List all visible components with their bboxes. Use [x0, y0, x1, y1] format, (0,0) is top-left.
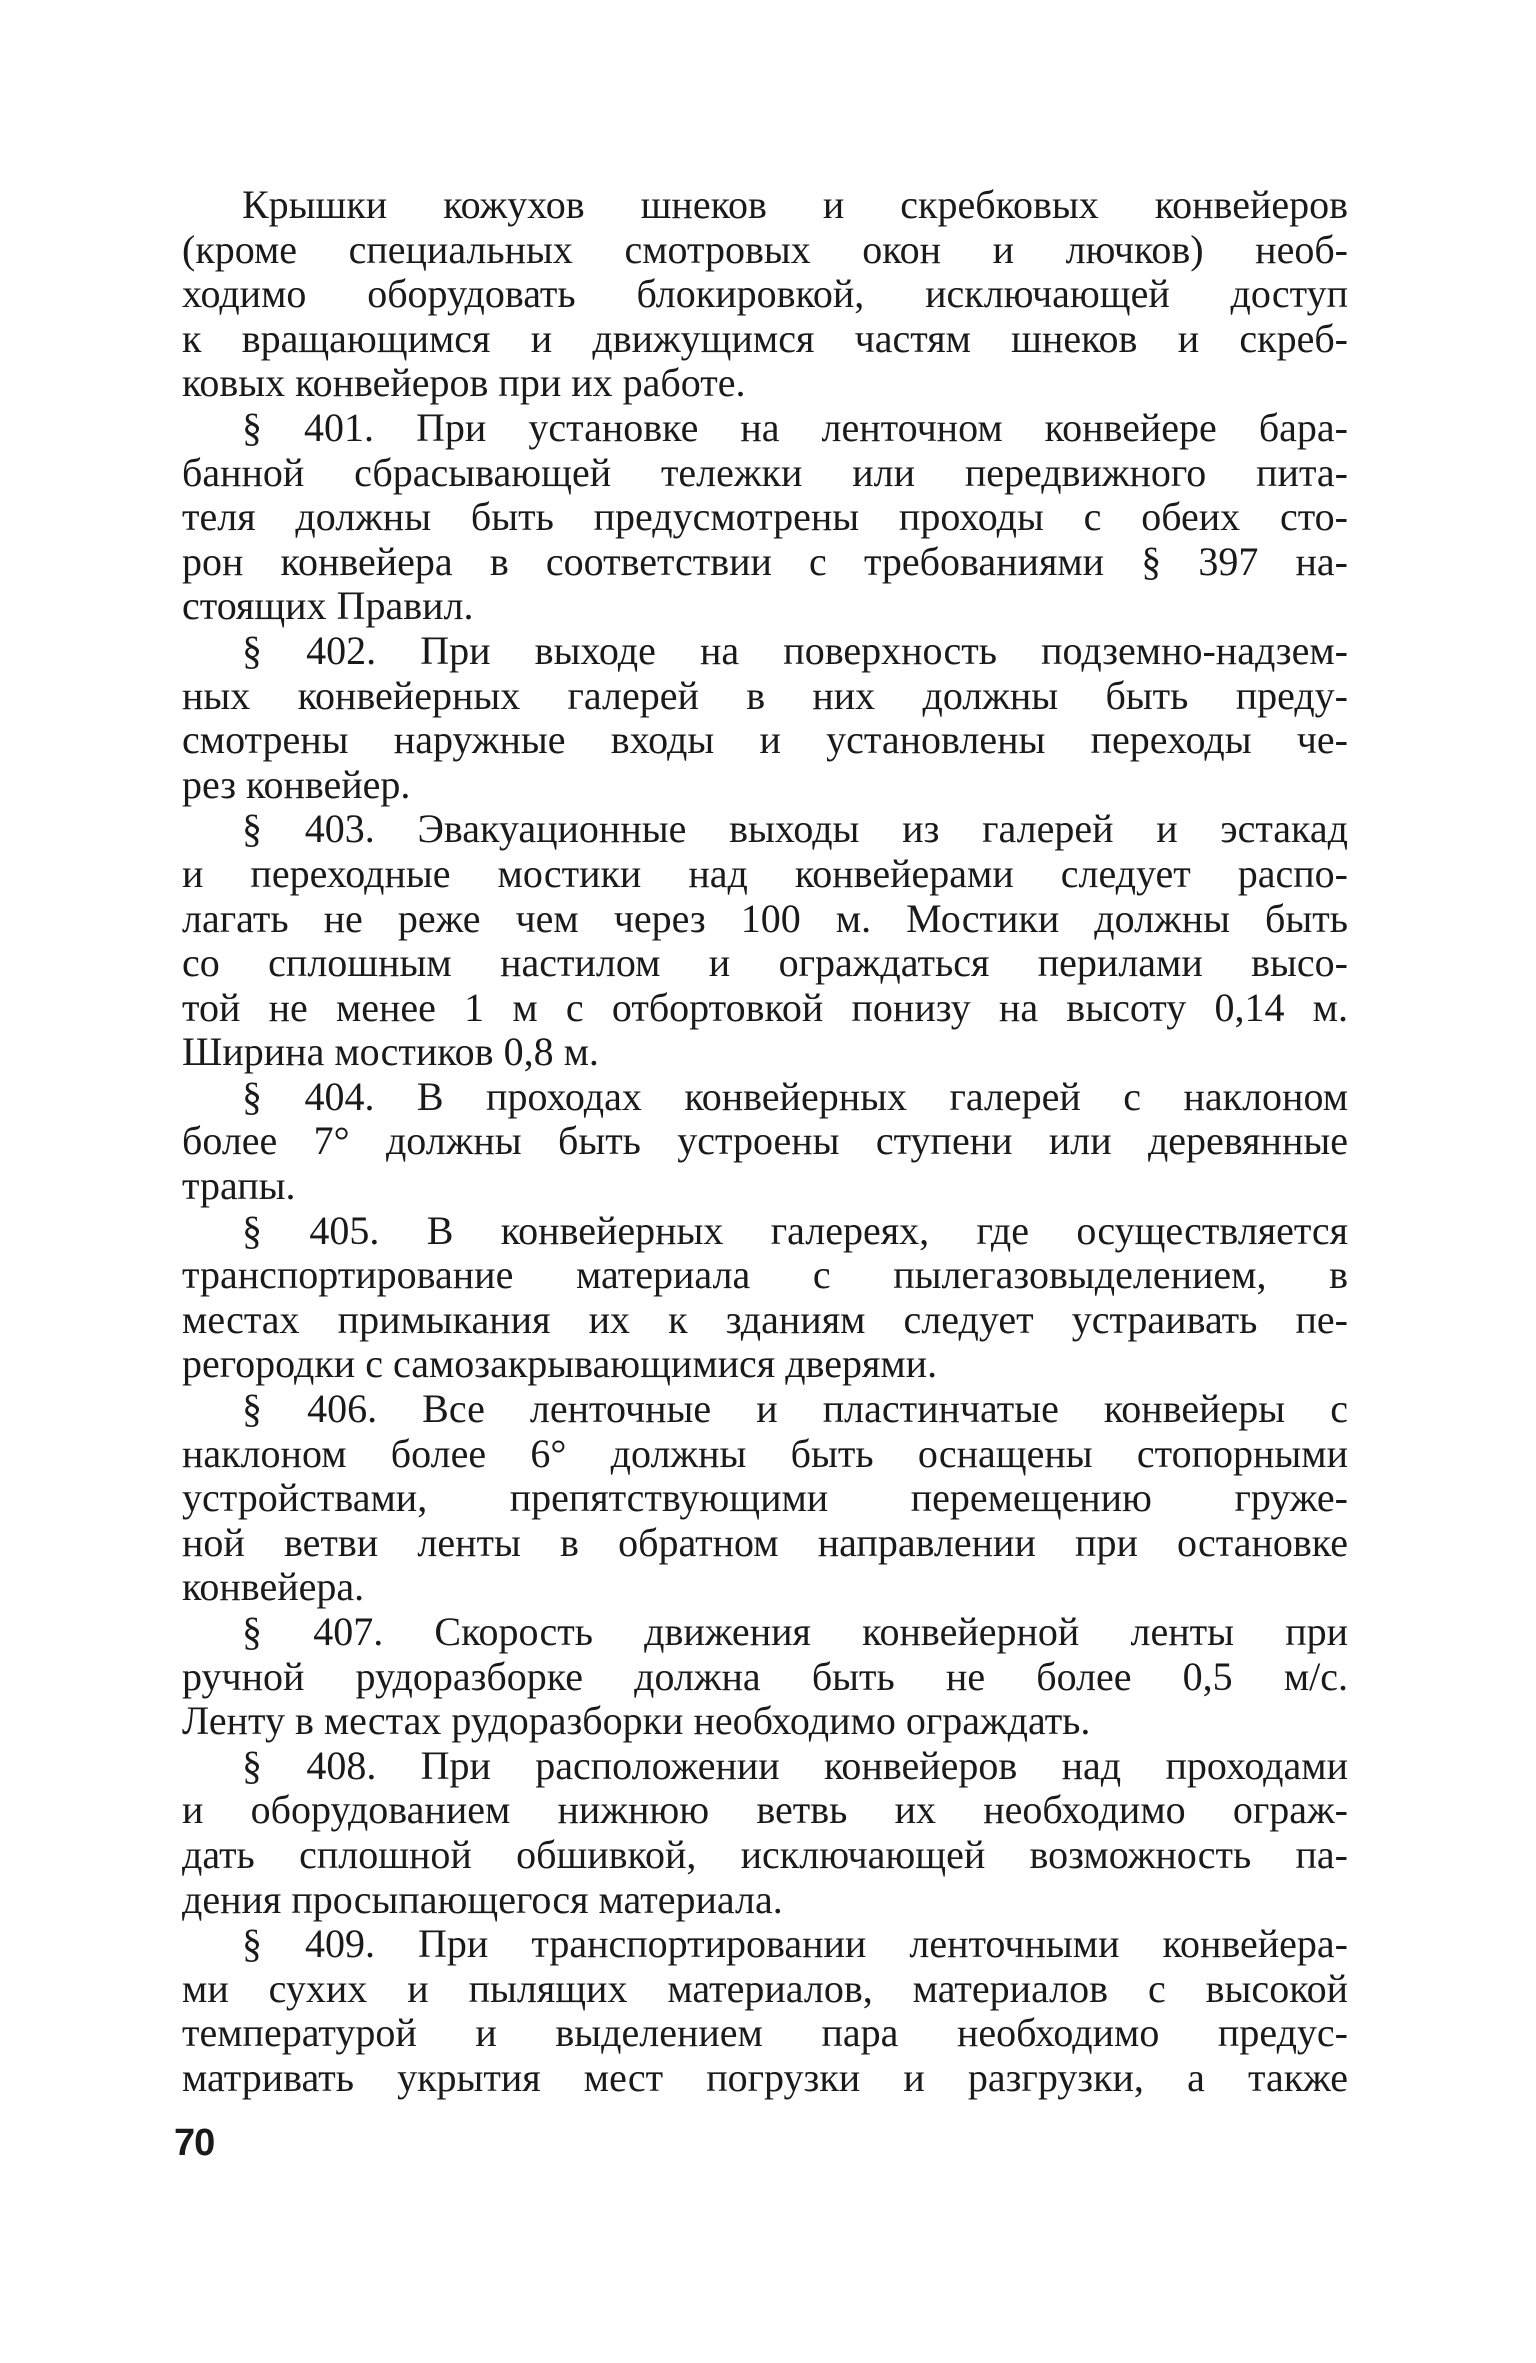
text-line: ходимо оборудовать блокировкой, исключающей доступ: [182, 271, 1348, 317]
text-line: § 405. В конвейерных галереях, где осуществляется: [242, 1207, 1348, 1253]
text-line: наклоном более 6° должны быть оснащены стопорными: [182, 1430, 1348, 1476]
text-line: § 404. В проходах конвейерных галерей с наклоном: [242, 1073, 1348, 1119]
text-line: рез конвейер.: [182, 761, 411, 807]
text-line: смотрены наружные входы и установлены переходы че-: [182, 717, 1348, 763]
text-line: § 402. При выходе на поверхность подземно-надзем-: [242, 627, 1348, 673]
text-line: Ширина мостиков 0,8 м.: [182, 1029, 599, 1075]
text-line: трапы.: [182, 1163, 296, 1209]
text-line: § 408. При расположении конвейеров над проходами: [242, 1742, 1348, 1788]
text-line: более 7° должны быть устроены ступени или деревянные: [182, 1118, 1348, 1164]
text-line: (кроме специальных смотровых окон и лючков) необ-: [182, 226, 1348, 272]
text-line: § 401. При установке на ленточном конвейере бара-: [242, 404, 1348, 450]
text-line: к вращающимся и движущимся частям шнеков и скреб-: [182, 315, 1348, 361]
text-line: ных конвейерных галерей в них должны быть преду-: [182, 672, 1348, 718]
text-line: местах примыкания их к зданиям следует устраивать пе-: [182, 1296, 1348, 1342]
page-number: 70: [174, 2122, 215, 2164]
text-line: § 403. Эвакуационные выходы из галерей и эстакад: [242, 806, 1348, 852]
text-line: и оборудованием нижнюю ветвь их необходимо ограж-: [182, 1787, 1348, 1833]
text-line: конвейера.: [182, 1564, 365, 1610]
text-line: транспортирование материала с пылегазовыделением, в: [182, 1252, 1348, 1298]
text-line: § 406. Все ленточные и пластинчатые конвейеры с: [242, 1386, 1348, 1432]
text-line: регородки с самозакрывающимися дверями.: [182, 1341, 938, 1387]
body-text: [182, 183, 1348, 2101]
text-line: дать сплошной обшивкой, исключающей возможность па-: [182, 1831, 1348, 1877]
text-line: той не менее 1 м с отбортовкой понизу на высоту 0,14 м.: [182, 984, 1348, 1030]
text-line: ной ветви ленты в обратном направлении при остановке: [182, 1519, 1348, 1565]
text-line: ручной рудоразборке должна быть не более 0,5 м/с.: [182, 1653, 1348, 1699]
text-line: дения просыпающегося материала.: [182, 1876, 783, 1922]
text-line: стоящих Правил.: [182, 583, 474, 629]
text-line: и переходные мостики над конвейерами следует распо-: [182, 850, 1348, 896]
text-line: матривать укрытия мест погрузки и разгрузки, а также: [182, 2054, 1348, 2100]
text-line: § 409. При транспортировании ленточными конвейера-: [242, 1921, 1348, 1967]
text-line: теля должны быть предусмотрены проходы с обеих сто-: [182, 494, 1348, 540]
text-line: банной сбрасывающей тележки или передвижного пита-: [182, 449, 1348, 495]
text-line: Крышки кожухов шнеков и скребковых конвейеров: [242, 182, 1348, 227]
text-line: Ленту в местах рудоразборки необходимо ограждать.: [182, 1698, 1091, 1744]
text-line: § 407. Скорость движения конвейерной ленты при: [242, 1609, 1348, 1654]
text-line: рон конвейера в соответствии с требованиями § 397 на-: [182, 538, 1348, 584]
text-line: лагать не реже чем через 100 м. Мостики должны быть: [182, 895, 1348, 941]
text-line: температурой и выделением пара необходимо предус-: [182, 2010, 1348, 2056]
text-line: ковых конвейеров при их работе.: [182, 360, 746, 406]
text-line: со сплошным настилом и ограждаться перилами высо-: [182, 940, 1348, 986]
text-line: устройствами, препятствующими перемещению груже-: [182, 1475, 1348, 1521]
text-line: ми сухих и пылящих материалов, материалов с высокой: [182, 1965, 1348, 2011]
